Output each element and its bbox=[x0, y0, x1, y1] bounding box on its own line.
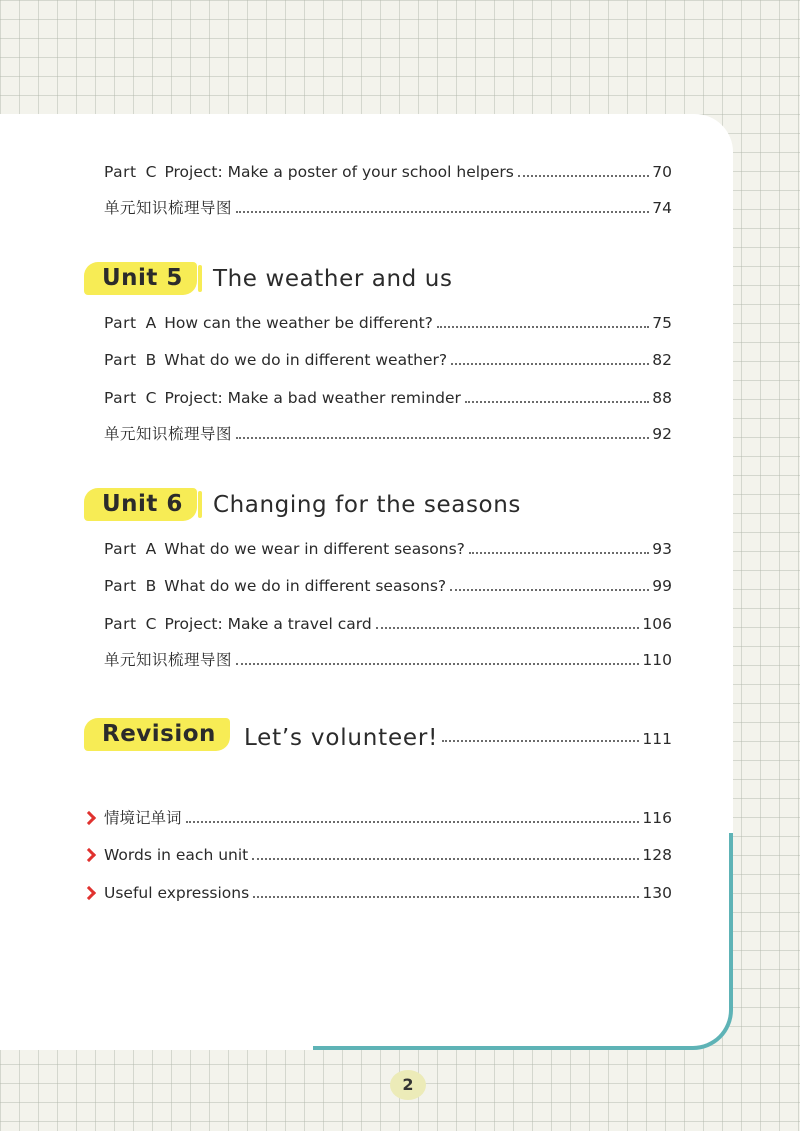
page-ref: 93 bbox=[652, 540, 672, 558]
part-letter: A bbox=[145, 540, 157, 558]
entry-title-cn: 单元知识梳理导图 bbox=[104, 425, 233, 443]
unit5-badge: Unit 5 bbox=[84, 262, 197, 295]
toc-row-unit4-part-c[interactable] bbox=[104, 162, 672, 182]
chevron-right-icon bbox=[84, 883, 96, 903]
unit5-heading[interactable] bbox=[84, 262, 453, 295]
entry-title: What do we do in different seasons? bbox=[164, 577, 447, 595]
page-ref: 99 bbox=[652, 577, 672, 595]
revision-badge: Revision bbox=[84, 718, 230, 751]
dot-leader bbox=[252, 858, 639, 860]
dot-leader bbox=[469, 552, 649, 554]
part-keyword: Part bbox=[104, 163, 137, 181]
page-ref: 110 bbox=[642, 651, 672, 669]
dot-leader bbox=[376, 627, 640, 629]
dot-leader bbox=[236, 663, 639, 665]
toc-row-unit6-part-a[interactable] bbox=[104, 539, 672, 559]
part-keyword: Part bbox=[104, 351, 137, 369]
page-ref: 116 bbox=[642, 809, 672, 827]
page-ref: 75 bbox=[652, 314, 672, 332]
part-letter: B bbox=[145, 351, 157, 369]
entry-title: What do we wear in different seasons? bbox=[164, 540, 465, 558]
page-ref: 74 bbox=[652, 199, 672, 217]
page-ref: 82 bbox=[652, 351, 672, 369]
page-number: 2 bbox=[390, 1070, 426, 1100]
dot-leader bbox=[442, 740, 639, 742]
entry-title: Project: Make a poster of your school helpers bbox=[164, 163, 514, 181]
page-ref: 111 bbox=[642, 730, 672, 748]
entry-title-cn: 单元知识梳理导图 bbox=[104, 651, 233, 669]
page-ref: 130 bbox=[642, 884, 672, 902]
dot-leader bbox=[451, 363, 649, 365]
page-ref: 70 bbox=[652, 163, 672, 181]
dot-leader bbox=[465, 401, 649, 403]
entry-title: Project: Make a travel card bbox=[164, 615, 372, 633]
chevron-right-icon bbox=[84, 808, 96, 828]
toc-row-unit5-part-c[interactable] bbox=[104, 388, 672, 408]
dot-leader bbox=[236, 437, 649, 439]
entry-title-cn: 情境记单词 bbox=[104, 809, 182, 827]
entry-title-cn: 单元知识梳理导图 bbox=[104, 199, 233, 217]
part-keyword: Part bbox=[104, 615, 137, 633]
page-ref: 88 bbox=[652, 389, 672, 407]
page-ref: 92 bbox=[652, 425, 672, 443]
toc-row-unit5-part-b[interactable] bbox=[104, 350, 672, 370]
toc-row-unit6-part-b[interactable] bbox=[104, 576, 672, 596]
card-accent-border bbox=[313, 833, 733, 1050]
entry-title: Words in each unit bbox=[104, 846, 249, 864]
toc-row-words-each-unit[interactable] bbox=[84, 845, 672, 865]
toc-row-unit6-part-c[interactable] bbox=[104, 614, 672, 634]
part-letter: C bbox=[145, 615, 157, 633]
dot-leader bbox=[518, 175, 649, 177]
page-ref: 106 bbox=[642, 615, 672, 633]
entry-title: How can the weather be different? bbox=[164, 314, 433, 332]
toc-row-useful-expressions[interactable] bbox=[84, 883, 672, 903]
toc-row-vocabulary-context[interactable] bbox=[84, 808, 672, 828]
revision-title: Let’s volunteer! bbox=[243, 725, 439, 751]
part-letter: C bbox=[145, 389, 157, 407]
part-keyword: Part bbox=[104, 314, 137, 332]
part-keyword: Part bbox=[104, 577, 137, 595]
toc-row-unit5-part-a[interactable] bbox=[104, 313, 672, 333]
chevron-right-icon bbox=[84, 845, 96, 865]
dot-leader bbox=[186, 821, 640, 823]
dot-leader bbox=[236, 211, 649, 213]
revision-heading[interactable] bbox=[84, 718, 672, 751]
entry-title: Project: Make a bad weather reminder bbox=[164, 389, 461, 407]
entry-title: What do we do in different weather? bbox=[164, 351, 448, 369]
dot-leader bbox=[253, 896, 639, 898]
unit6-badge: Unit 6 bbox=[84, 488, 197, 521]
unit5-title: The weather and us bbox=[212, 265, 453, 292]
part-keyword: Part bbox=[104, 540, 137, 558]
part-letter: A bbox=[145, 314, 157, 332]
part-keyword: Part bbox=[104, 389, 137, 407]
part-letter: B bbox=[145, 577, 157, 595]
dot-leader bbox=[437, 326, 649, 328]
unit6-heading[interactable] bbox=[84, 488, 521, 521]
toc-row-unit5-mindmap[interactable] bbox=[104, 424, 672, 444]
part-letter: C bbox=[145, 163, 157, 181]
toc-row-unit4-mindmap[interactable] bbox=[104, 198, 672, 218]
page-ref: 128 bbox=[642, 846, 672, 864]
toc-row-unit6-mindmap[interactable] bbox=[104, 650, 672, 670]
unit6-title: Changing for the seasons bbox=[212, 491, 521, 518]
dot-leader bbox=[450, 589, 649, 591]
entry-title: Useful expressions bbox=[104, 884, 250, 902]
